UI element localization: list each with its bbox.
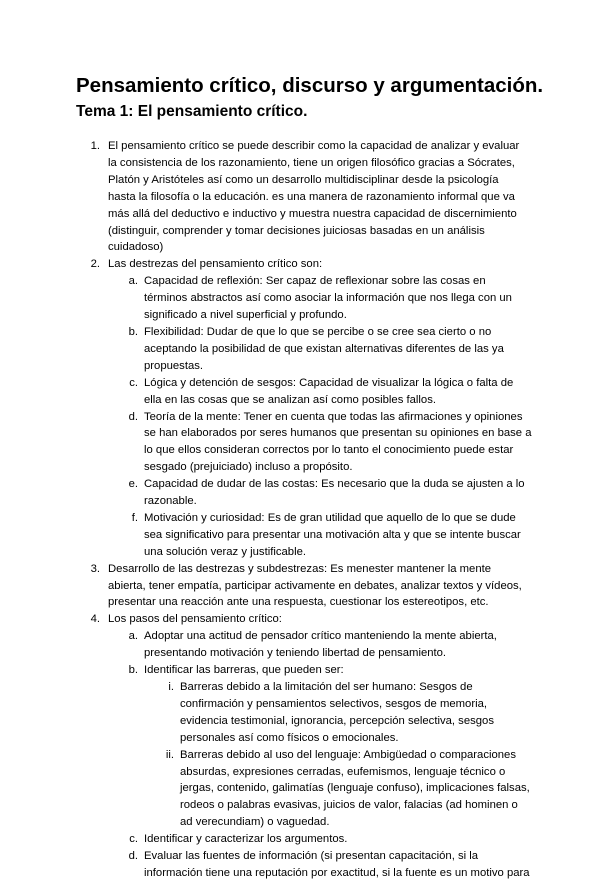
list-item-text: Capacidad de reflexión: Ser capaz de reflexionar sobre las cosas en términos abstractos así como asociar la información que nos llega con un significado a nivel superficial y profundo.	[144, 275, 512, 322]
list-item-2	[90, 256, 528, 273]
list-marker: b.	[128, 325, 138, 338]
sub-item-4a	[128, 628, 532, 662]
list-item-text: Capacidad de dudar de las costas: Es necesario que la duda se ajusten a lo razonable.	[144, 478, 525, 508]
sub-item-2b	[128, 324, 532, 375]
list-marker: i.	[168, 681, 174, 693]
list-marker: 1.	[90, 140, 100, 152]
list-item-3	[90, 561, 528, 612]
sub-item-2f	[131, 510, 532, 561]
list-marker: 3.	[90, 562, 100, 575]
list-item-text: Evaluar las fuentes de información (si presentan capacitación, si la información tiene una reputación por exactitud, si la fuente es un motivo para	[144, 850, 530, 879]
page-title: Pensamiento crítico, discurso y argumentación.	[76, 74, 544, 97]
list-item-4	[90, 611, 528, 628]
list-marker: 4.	[90, 613, 100, 626]
list-marker: f.	[131, 511, 138, 524]
list-item-text: Los pasos del pensamiento crítico:	[108, 613, 282, 626]
list-marker: e.	[128, 478, 138, 491]
section-heading: Tema 1: El pensamiento crítico.	[76, 103, 308, 120]
list-marker: a.	[128, 630, 138, 643]
list-item-text: Adoptar una actitud de pensador crítico manteniendo la mente abierta, presentando motivación y teniendo libertad de pensamiento.	[144, 630, 497, 660]
list-item-1	[90, 138, 528, 256]
list-marker: d.	[128, 850, 138, 863]
sub-item-2e	[128, 476, 532, 510]
list-item-text: Las destrezas del pensamiento crítico son:	[108, 258, 323, 271]
list-marker: b.	[128, 664, 138, 677]
list-item-text: Barreras debido al uso del lenguaje: Ambigüedad o comparaciones absurdas, expresiones cerradas, eufemismos, lenguaje técnico o jergas, contenido, galimatías (lenguaje confuso), implicaciones falsas, rodeos o palabras evasivas, juicios de valor, falacias (ad hominen o ad verecundiam) o vaguedad.	[180, 748, 530, 829]
sub-item-4b	[128, 662, 532, 679]
document-body	[0, 138, 600, 882]
sub-sub-item-4b-i	[168, 679, 530, 747]
sub-item-2c	[129, 375, 532, 409]
list-item-text: Identificar y caracterizar los argumentos.	[144, 833, 348, 846]
list-item-text: Lógica y detención de sesgos: Capacidad de visualizar la lógica o falta de ella en las cosas que se analizan así como posibles fallos.	[144, 376, 514, 406]
list-marker: ii.	[165, 748, 174, 761]
list-marker: d.	[128, 410, 138, 423]
list-item-text: Desarrollo de las destrezas y subdestrezas: Es menester mantener la mente abierta, tener empatía, participar activamente en debates, analizar textos y vídeos, presentar una reacción ante una respuesta, cuestionar los estereotipos, etc.	[108, 562, 522, 609]
list-item-text: El pensamiento crítico se puede describir como la capacidad de analizar y evaluar la consistencia de los razonamiento, tiene un origen filosófico gracias a Sócrates, Platón y Aristóteles así como un desarrollo multidisciplinar desde la psicología hasta la filosofía o la educación. es una manera de razonamiento informal que va más allá del deductivo e inductivo y muestra nuestra capacidad de discernimiento (distinguir, comprender y tomar decisiones juiciosas basadas en un análisis cuidadoso)	[108, 140, 520, 254]
list-item-text: Barreras debido a la limitación del ser humano: Sesgos de confirmación y pensamientos selectivos, sesgos de memoria, evidencia testimonial, ignorancia, percepción selectiva, sesgos personales así como físicos o emocionales.	[180, 681, 494, 744]
sub-item-4d	[128, 848, 532, 882]
list-marker: a.	[128, 275, 138, 288]
list-item-text: Teoría de la mente: Tener en cuenta que todas las afirmaciones y opiniones se han elaborados por seres humanos que presentan su opiniones en base a lo que ellos consideran correctos por lo tanto el conocimiento puede estar sesgado (prejuiciado) incluso a propósito.	[144, 410, 532, 474]
list-marker: c.	[129, 833, 138, 846]
list-marker: c.	[129, 376, 138, 389]
list-item-text: Identificar las barreras, que pueden ser:	[144, 664, 344, 677]
sub-sub-item-4b-ii	[165, 747, 530, 832]
sub-item-4c	[129, 831, 532, 848]
sub-item-2a	[128, 273, 532, 324]
list-item-text: Flexibilidad: Dudar de que lo que se percibe o se cree sea cierto o no aceptando la posibilidad de que existan alternativas diferentes de las ya propuestas.	[144, 325, 504, 372]
sub-item-2d	[128, 409, 532, 477]
list-marker: 2.	[90, 258, 100, 271]
list-item-text: Motivación y curiosidad: Es de gran utilidad que aquello de lo que se dude sea significativo para presentar una motivación alta y que se intente buscar una solución veraz y justificable.	[144, 511, 521, 558]
